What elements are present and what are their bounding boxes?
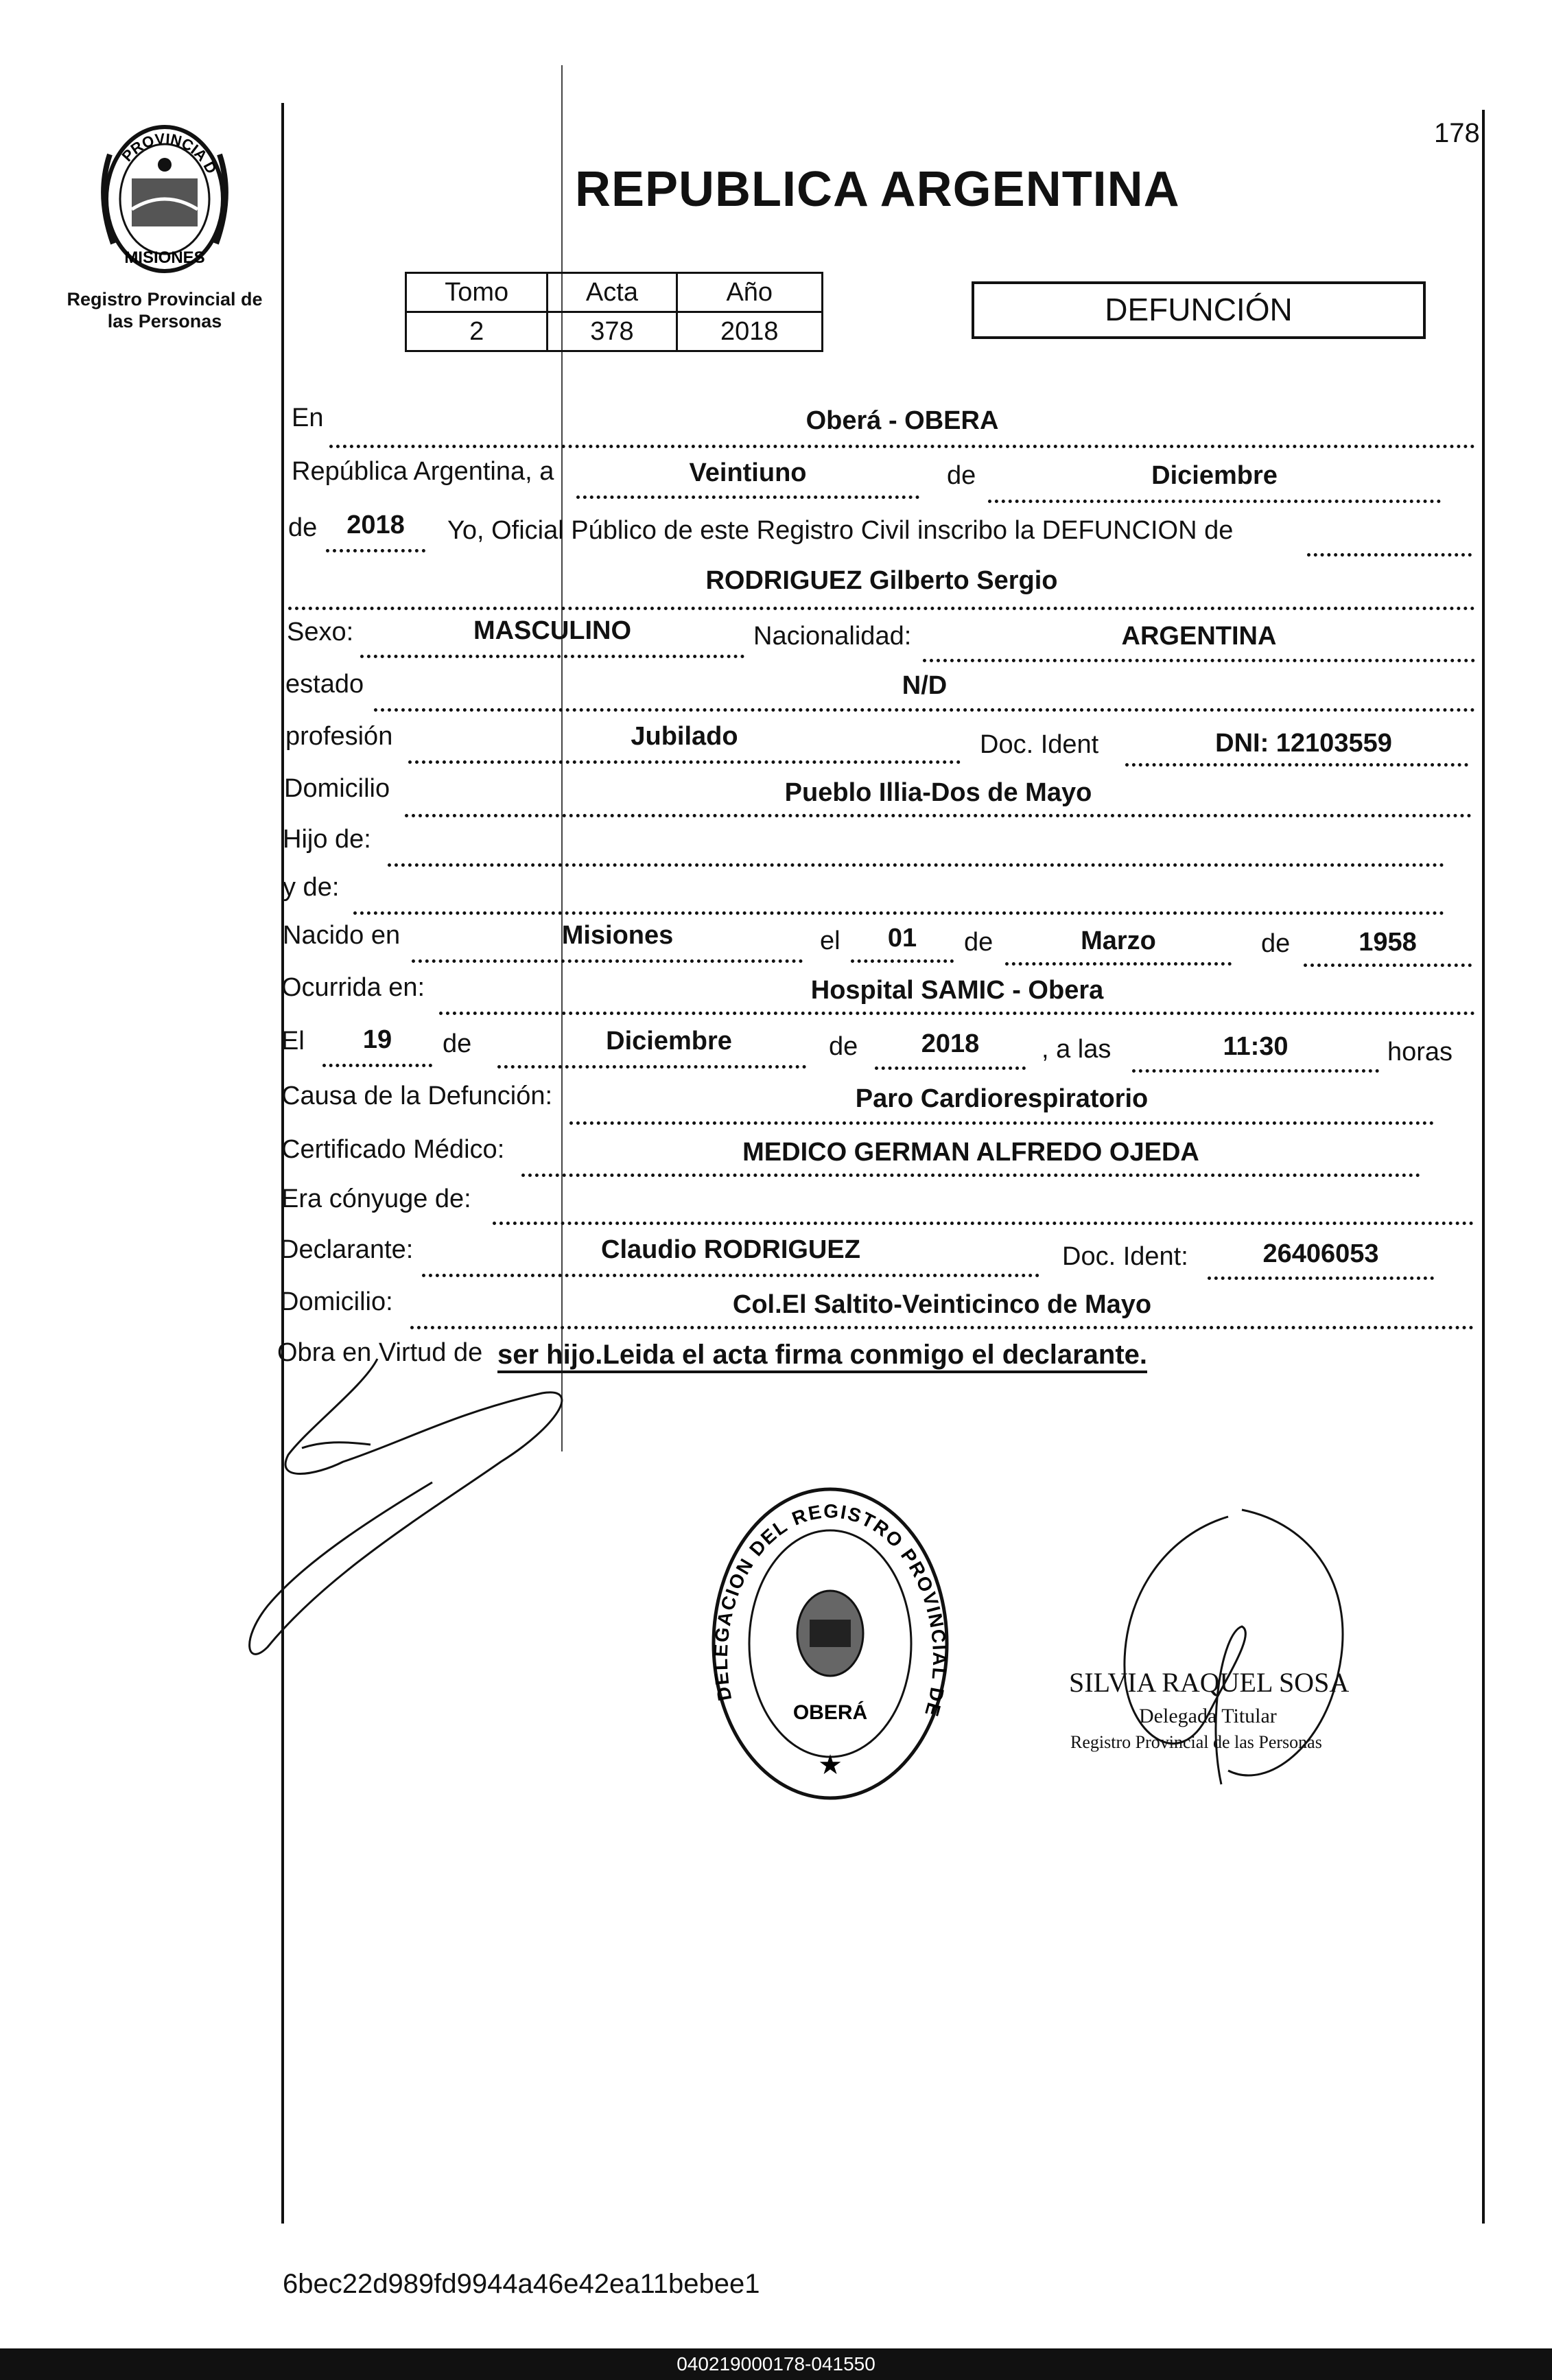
en-label: En xyxy=(292,404,324,432)
month-text-value: Diciembre xyxy=(1151,461,1278,490)
declarante-dots xyxy=(422,1274,1039,1277)
doc-ident2-value: 26406053 xyxy=(1262,1239,1379,1268)
y-de-dots xyxy=(353,911,1444,915)
signatory-role: Delegada Titular xyxy=(1139,1705,1277,1727)
certificado-value: MEDICO GERMAN ALFREDO OJEDA xyxy=(742,1138,1199,1167)
profesion-value: Jubilado xyxy=(631,722,738,751)
de-label-1: de xyxy=(947,461,976,490)
de-label-5: de xyxy=(443,1029,472,1058)
day-text-value: Veintiuno xyxy=(689,458,807,487)
domicilio-label: Domicilio xyxy=(284,774,390,803)
table-header-tomo: Tomo xyxy=(406,273,548,312)
causa-dots xyxy=(569,1121,1434,1125)
de-label-6: de xyxy=(829,1032,858,1061)
death-time-dots xyxy=(1132,1069,1379,1073)
registry-line-2: las Personas xyxy=(107,311,222,331)
birth-month-dots xyxy=(1005,962,1232,966)
seal-arc-text: PROVINCIA D xyxy=(118,130,221,177)
registry-line-1: Registro Provincial de xyxy=(67,289,263,310)
sexo-label: Sexo: xyxy=(287,618,354,646)
domicilio2-dots xyxy=(410,1326,1474,1329)
declarante-value: Claudio RODRIGUEZ xyxy=(601,1235,860,1264)
de-label-2: de xyxy=(288,513,318,542)
month-dots xyxy=(988,500,1441,503)
registry-table xyxy=(405,272,823,352)
doc-ident2-dots xyxy=(1208,1276,1434,1280)
doc-ident-label: Doc. Ident xyxy=(980,730,1099,759)
el-label: el xyxy=(820,926,840,955)
birth-month-value: Marzo xyxy=(1081,926,1156,955)
profesion-dots xyxy=(408,760,961,764)
causa-value: Paro Cardiorespiratorio xyxy=(855,1084,1149,1113)
ocurrida-dots xyxy=(439,1012,1475,1015)
registry-caption xyxy=(55,288,274,332)
table-value-ano: 2018 xyxy=(677,312,822,351)
a-las-label: , a las xyxy=(1042,1035,1112,1064)
domicilio-dots xyxy=(405,814,1472,817)
barcode-strip: 040219000178-041550 xyxy=(0,2348,1552,2380)
stamp-ring-text: DELEGACION DEL REGISTRO PROVINCIAL DE xyxy=(709,1500,951,1720)
seal-bottom-text: MISIONES xyxy=(124,248,205,267)
sexo-dots xyxy=(360,655,744,658)
ocurrida-label: Ocurrida en: xyxy=(281,973,425,1002)
death-year-value: 2018 xyxy=(921,1029,980,1058)
nacionalidad-label: Nacionalidad: xyxy=(753,622,912,651)
province-seal-logo xyxy=(89,113,240,278)
birth-day-value: 01 xyxy=(887,924,917,953)
doc-ident2-label: Doc. Ident: xyxy=(1062,1242,1188,1271)
nacido-label: Nacido en xyxy=(283,921,401,950)
obra-value: ser hijo.Leida el acta firma conmigo el declarante. xyxy=(497,1340,1147,1373)
conyuge-dots xyxy=(493,1222,1474,1225)
domicilio-value: Pueblo Illia-Dos de Mayo xyxy=(784,778,1092,807)
signatory-org: Registro Provincial de las Personas xyxy=(1070,1732,1322,1752)
stamp-star-icon: ★ xyxy=(818,1749,843,1781)
birth-day-dots xyxy=(851,959,954,963)
de-label-4: de xyxy=(1261,929,1291,958)
hijo-dots xyxy=(388,863,1444,867)
birth-year-dots xyxy=(1304,964,1472,967)
estado-label: estado xyxy=(285,670,364,699)
statement-text: Yo, Oficial Público de este Registro Civil inscribo la DEFUNCION de xyxy=(447,516,1234,545)
birth-year-value: 1958 xyxy=(1359,928,1417,957)
stamp-city-text: OBERÁ xyxy=(792,1701,868,1724)
declarant-signature xyxy=(226,1345,583,1668)
en-dots xyxy=(329,445,1475,448)
nacionalidad-value: ARGENTINA xyxy=(1121,622,1277,651)
nacido-dots xyxy=(412,959,803,963)
y-de-label: y de: xyxy=(283,873,340,902)
year-dots xyxy=(326,549,425,552)
day-dots xyxy=(576,495,919,499)
table-value-tomo: 2 xyxy=(406,312,548,351)
obra-label: Obra en Virtud de xyxy=(277,1338,483,1367)
right-margin-line xyxy=(1482,110,1485,2224)
ocurrida-value: Hospital SAMIC - Obera xyxy=(810,976,1104,1005)
certificado-dots xyxy=(521,1174,1420,1177)
nacionalidad-dots xyxy=(923,659,1475,662)
death-month-dots xyxy=(497,1065,806,1069)
certificado-label: Certificado Médico: xyxy=(281,1135,505,1164)
official-signature-scribble xyxy=(1091,1496,1365,1825)
table-header-acta: Acta xyxy=(548,273,677,312)
document-hash: 6bec22d989fd9944a46e42ea11bebee1 xyxy=(283,2269,760,2299)
death-time-value: 11:30 xyxy=(1223,1032,1289,1061)
estado-value: N/D xyxy=(902,671,948,700)
republica-label: República Argentina, a xyxy=(292,457,554,486)
hijo-label: Hijo de: xyxy=(283,825,371,854)
domicilio2-value: Col.El Saltito-Veinticinco de Mayo xyxy=(732,1290,1152,1319)
table-header-ano: Año xyxy=(677,273,822,312)
sexo-value: MASCULINO xyxy=(473,616,632,645)
document-type-box: DEFUNCIÓN xyxy=(972,281,1426,339)
causa-label: Causa de la Defunción: xyxy=(281,1082,553,1110)
de-label-3: de xyxy=(964,928,993,957)
nacido-value: Misiones xyxy=(561,921,674,950)
statement-dots xyxy=(1307,553,1472,557)
table-value-acta: 378 xyxy=(548,312,677,351)
profesion-label: profesión xyxy=(285,722,393,751)
page-title: REPUBLICA ARGENTINA xyxy=(575,162,1180,217)
year-value: 2018 xyxy=(346,511,405,539)
death-year-dots xyxy=(875,1066,1026,1070)
domicilio2-label: Domicilio: xyxy=(280,1287,393,1316)
death-day-value: 19 xyxy=(362,1025,392,1054)
doc-ident-dots xyxy=(1125,763,1468,767)
page-number: 178 xyxy=(1434,118,1480,148)
conyuge-label: Era cónyuge de: xyxy=(281,1185,471,1213)
estado-dots xyxy=(374,708,1475,712)
doc-ident-value: DNI: 12103559 xyxy=(1215,729,1392,758)
el2-label: El xyxy=(281,1027,305,1055)
horas-label: horas xyxy=(1387,1038,1453,1066)
name-dots xyxy=(288,607,1475,610)
death-day-dots xyxy=(322,1064,432,1067)
declarante-label: Declarante: xyxy=(280,1235,414,1264)
death-month-value: Diciembre xyxy=(606,1027,732,1055)
deceased-name: RODRIGUEZ Gilberto Sergio xyxy=(705,566,1058,595)
signatory-name: SILVIA RAQUEL SOSA xyxy=(1069,1667,1350,1698)
official-stamp xyxy=(707,1482,954,1805)
place-value: Oberá - OBERA xyxy=(806,406,999,435)
